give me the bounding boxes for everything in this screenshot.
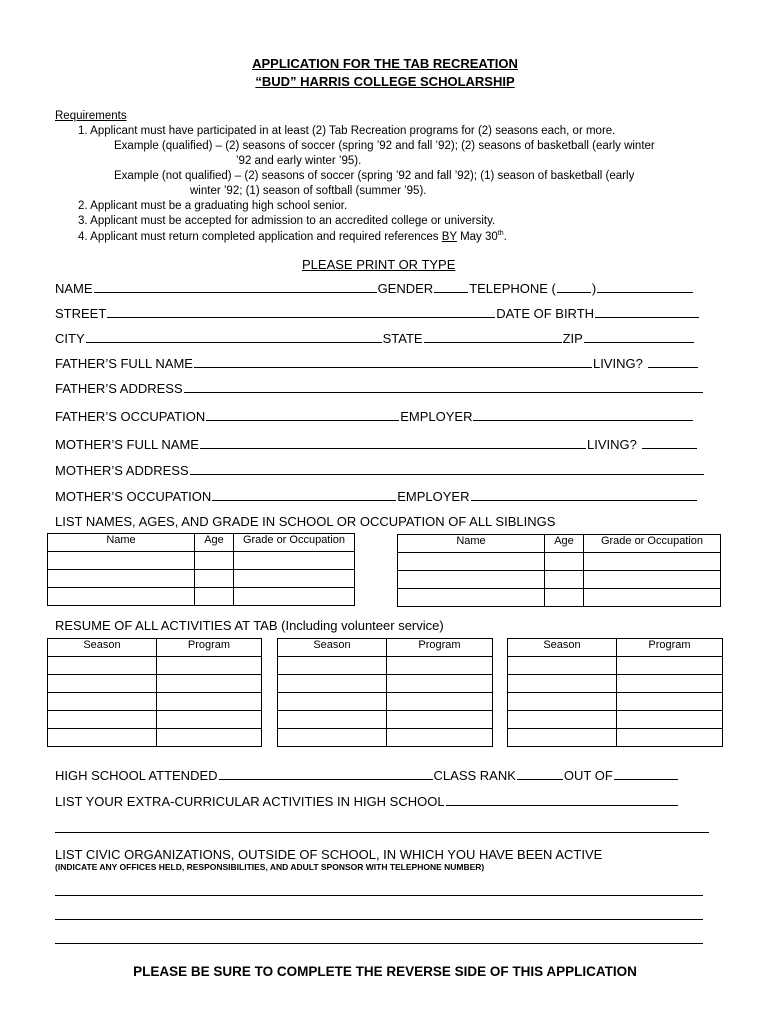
col-program: Program: [387, 639, 493, 657]
season-cell[interactable]: [278, 657, 387, 675]
siblings-heading: LIST NAMES, AGES, AND GRADE IN SCHOOL OR OCCUPATION OF ALL SIBLINGS: [55, 514, 556, 529]
telephone-close: ): [591, 281, 597, 296]
resume-table-2: [277, 638, 493, 747]
civic-line-2[interactable]: [55, 919, 703, 920]
print-heading: PLEASE PRINT OR TYPE: [302, 257, 456, 272]
table-row: [398, 589, 721, 607]
resume-heading: RESUME OF ALL ACTIVITIES AT TAB (Including volunteer service): [55, 618, 444, 633]
sibling-grade-cell[interactable]: [234, 588, 355, 606]
table-row: [278, 729, 493, 747]
street-field[interactable]: [107, 316, 495, 318]
table-row: [508, 729, 723, 747]
high-school-row: [55, 768, 679, 783]
sibling-name-cell[interactable]: [48, 552, 195, 570]
requirement-1-example-not-qualified-cont: winter ’92; (1) season of softball (summer ’95).: [190, 185, 427, 197]
civic-note: (INDICATE ANY OFFICES HELD, RESPONSIBILITIES, AND ADULT SPONSOR WITH TELEPHONE NUMBER): [55, 862, 485, 872]
father-living-label: LIVING?: [592, 356, 643, 371]
program-cell[interactable]: [617, 657, 723, 675]
table-row: [508, 657, 723, 675]
table-row: [278, 693, 493, 711]
sibling-age-cell[interactable]: [545, 589, 584, 607]
mother-address-field[interactable]: [190, 473, 704, 475]
name-row: [55, 281, 711, 296]
season-cell[interactable]: [278, 729, 387, 747]
requirement-1: 1. Applicant must have participated in at least (2) Tab Recreation programs for (2) seasons each, or more.: [78, 125, 616, 137]
out-of-label: OUT OF: [563, 768, 613, 783]
extracurricular-row: [55, 794, 679, 809]
father-address-row: [55, 381, 704, 396]
table-row: [508, 693, 723, 711]
program-cell[interactable]: [157, 657, 262, 675]
season-cell[interactable]: [278, 693, 387, 711]
sibling-name-cell[interactable]: [398, 571, 545, 589]
city-field[interactable]: [86, 341, 382, 343]
sibling-grade-cell[interactable]: [584, 553, 721, 571]
extracurricular-line-2[interactable]: [55, 832, 709, 833]
requirement-4: 4. Applicant must return completed application and required references BY May 30th.: [78, 230, 507, 243]
mother-occupation-label: MOTHER’S OCCUPATION: [55, 489, 212, 504]
form-subtitle: “BUD” HARRIS COLLEGE SCHOLARSHIP: [255, 74, 515, 89]
table-row: [398, 553, 721, 571]
season-cell[interactable]: [48, 729, 157, 747]
father-employer-field[interactable]: [473, 419, 693, 421]
mother-employer-label: EMPLOYER: [397, 489, 470, 504]
table-row: [508, 711, 723, 729]
father-address-field[interactable]: [184, 391, 703, 393]
col-age: Age: [195, 534, 234, 552]
civic-heading: LIST CIVIC ORGANIZATIONS, OUTSIDE OF SCHOOL, IN WHICH YOU HAVE BEEN ACTIVE: [55, 847, 603, 862]
col-season: Season: [278, 639, 387, 657]
season-cell[interactable]: [508, 657, 617, 675]
name-field[interactable]: [94, 291, 377, 293]
resume-table-3: [507, 638, 723, 747]
state-field[interactable]: [424, 341, 562, 343]
father-address-label: FATHER’S ADDRESS: [55, 381, 183, 396]
city-row: [55, 331, 695, 346]
mother-occupation-row: [55, 489, 698, 504]
col-grade: Grade or Occupation: [584, 535, 721, 553]
state-label: STATE: [382, 331, 423, 346]
father-employer-label: EMPLOYER: [400, 409, 473, 424]
program-cell[interactable]: [617, 675, 723, 693]
sibling-grade-cell[interactable]: [584, 589, 721, 607]
resume-table-1: [47, 638, 262, 747]
col-age: Age: [545, 535, 584, 553]
mother-occupation-field[interactable]: [212, 499, 396, 501]
program-cell[interactable]: [387, 711, 493, 729]
out-of-field[interactable]: [614, 778, 678, 780]
table-row: [48, 657, 262, 675]
city-label: CITY: [55, 331, 85, 346]
col-season: Season: [508, 639, 617, 657]
season-cell[interactable]: [508, 693, 617, 711]
sibling-age-cell[interactable]: [195, 570, 234, 588]
program-cell[interactable]: [157, 711, 262, 729]
table-row: [48, 675, 262, 693]
season-cell[interactable]: [508, 675, 617, 693]
sibling-name-cell[interactable]: [398, 589, 545, 607]
program-cell[interactable]: [387, 729, 493, 747]
father-occupation-label: FATHER’S OCCUPATION: [55, 409, 206, 424]
father-occupation-row: [55, 409, 694, 424]
requirement-1-example-qualified-cont: ’92 and early winter ’95).: [236, 155, 362, 167]
table-row: [48, 729, 262, 747]
program-cell[interactable]: [617, 711, 723, 729]
name-label: NAME: [55, 281, 93, 296]
father-name-row: [55, 356, 699, 371]
dob-field[interactable]: [595, 316, 699, 318]
mother-living-field[interactable]: [642, 447, 697, 449]
requirement-1-example-qualified: Example (qualified) – (2) seasons of soccer (spring ’92 and fall ’92); (2) seasons of basketball (early winter: [114, 140, 655, 152]
season-cell[interactable]: [278, 711, 387, 729]
col-name: Name: [48, 534, 195, 552]
table-row: [278, 675, 493, 693]
street-label: STREET: [55, 306, 107, 321]
class-rank-field[interactable]: [517, 778, 563, 780]
father-living-field[interactable]: [648, 366, 698, 368]
zip-label: ZIP: [562, 331, 583, 346]
gender-label: GENDER: [377, 281, 434, 296]
program-cell[interactable]: [157, 675, 262, 693]
sibling-grade-cell[interactable]: [584, 571, 721, 589]
telephone-field[interactable]: [597, 291, 693, 293]
class-rank-label: CLASS RANK: [433, 768, 516, 783]
father-name-label: FATHER’S FULL NAME: [55, 356, 193, 371]
mother-employer-field[interactable]: [471, 499, 697, 501]
season-cell[interactable]: [508, 729, 617, 747]
telephone-label: TELEPHONE (: [469, 281, 556, 296]
table-row: [48, 552, 355, 570]
father-name-field[interactable]: [194, 366, 592, 368]
table-row: [48, 570, 355, 588]
civic-line-3[interactable]: [55, 943, 703, 944]
program-cell[interactable]: [157, 693, 262, 711]
col-season: Season: [48, 639, 157, 657]
footer-notice: PLEASE BE SURE TO COMPLETE THE REVERSE SIDE OF THIS APPLICATION: [133, 964, 637, 979]
program-cell[interactable]: [387, 657, 493, 675]
sibling-grade-cell[interactable]: [234, 552, 355, 570]
season-cell[interactable]: [278, 675, 387, 693]
sibling-name-cell[interactable]: [48, 588, 195, 606]
requirements-heading: Requirements: [55, 110, 127, 122]
mother-name-row: [55, 437, 698, 452]
season-cell[interactable]: [48, 657, 157, 675]
season-cell[interactable]: [48, 693, 157, 711]
program-cell[interactable]: [617, 693, 723, 711]
requirement-1-example-not-qualified: Example (not qualified) – (2) seasons of soccer (spring ’92 and fall ’92); (1) season of basketball (early: [114, 170, 635, 182]
table-row: [48, 588, 355, 606]
table-row: [508, 675, 723, 693]
program-cell[interactable]: [387, 675, 493, 693]
sibling-age-cell[interactable]: [195, 552, 234, 570]
program-cell[interactable]: [617, 729, 723, 747]
mother-address-label: MOTHER’S ADDRESS: [55, 463, 189, 478]
table-row: [278, 657, 493, 675]
sibling-age-cell[interactable]: [545, 571, 584, 589]
table-row: [48, 693, 262, 711]
extracurricular-field[interactable]: [446, 804, 678, 806]
dob-label: DATE OF BIRTH: [496, 306, 595, 321]
sibling-name-cell[interactable]: [398, 553, 545, 571]
zip-field[interactable]: [584, 341, 694, 343]
sibling-age-cell[interactable]: [545, 553, 584, 571]
col-program: Program: [157, 639, 262, 657]
table-row: [398, 571, 721, 589]
program-cell[interactable]: [387, 693, 493, 711]
requirement-2: 2. Applicant must be a graduating high school senior.: [78, 200, 348, 212]
table-row: [48, 711, 262, 729]
father-occupation-field[interactable]: [206, 419, 399, 421]
area-code-field[interactable]: [557, 291, 591, 293]
season-cell[interactable]: [48, 711, 157, 729]
sibling-name-cell[interactable]: [48, 570, 195, 588]
requirement-3: 3. Applicant must be accepted for admission to an accredited college or university.: [78, 215, 496, 227]
table-row: [278, 711, 493, 729]
siblings-table-left: [47, 533, 355, 606]
siblings-table-right: [397, 534, 721, 607]
col-grade: Grade or Occupation: [234, 534, 355, 552]
program-cell[interactable]: [157, 729, 262, 747]
form-title: APPLICATION FOR THE TAB RECREATION: [252, 56, 518, 71]
mother-living-label: LIVING?: [586, 437, 637, 452]
season-cell[interactable]: [508, 711, 617, 729]
gender-field[interactable]: [434, 291, 468, 293]
street-row: [55, 306, 700, 321]
mother-name-label: MOTHER’S FULL NAME: [55, 437, 199, 452]
mother-address-row: [55, 463, 705, 478]
high-school-field[interactable]: [219, 778, 433, 780]
col-program: Program: [617, 639, 723, 657]
season-cell[interactable]: [48, 675, 157, 693]
extracurricular-label: LIST YOUR EXTRA-CURRICULAR ACTIVITIES IN HIGH SCHOOL: [55, 794, 445, 809]
high-school-label: HIGH SCHOOL ATTENDED: [55, 768, 218, 783]
sibling-grade-cell[interactable]: [234, 570, 355, 588]
sibling-age-cell[interactable]: [195, 588, 234, 606]
civic-line-1[interactable]: [55, 895, 703, 896]
col-name: Name: [398, 535, 545, 553]
mother-name-field[interactable]: [200, 447, 586, 449]
